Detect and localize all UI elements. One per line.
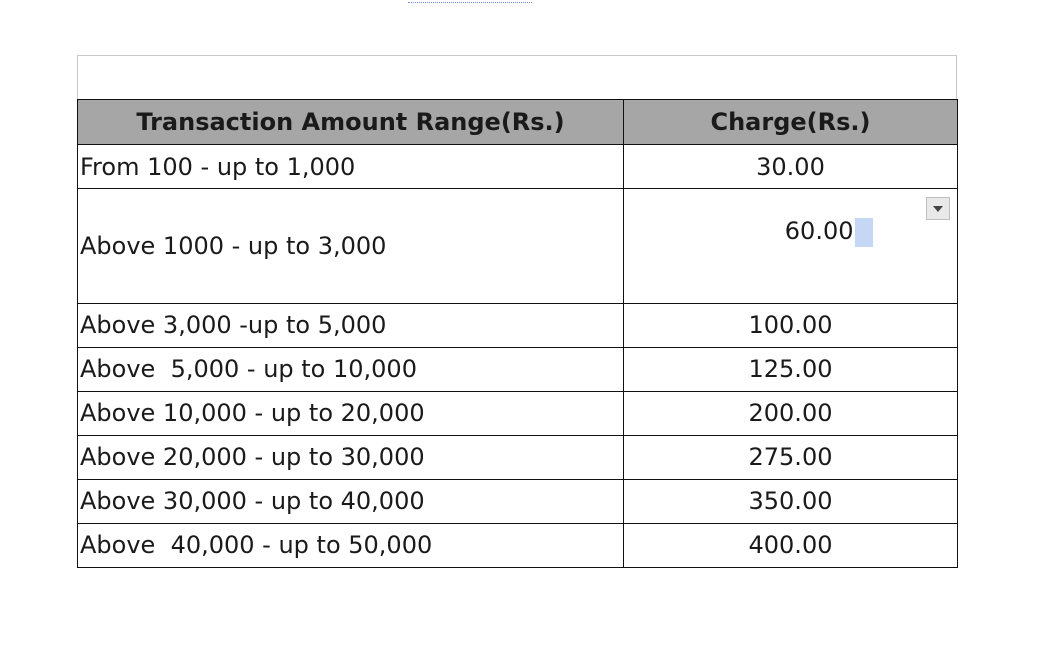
charge-cell[interactable]: 200.00 — [624, 391, 958, 435]
range-cell[interactable]: From 100 - up to 1,000 — [78, 145, 624, 189]
charge-cell-active[interactable] — [624, 189, 958, 304]
charge-cell[interactable]: 275.00 — [624, 435, 958, 479]
charge-cell[interactable]: 100.00 — [624, 303, 958, 347]
text-selection-highlight — [855, 218, 873, 247]
range-cell[interactable]: Above 1000 - up to 3,000 — [78, 189, 624, 304]
range-cell[interactable]: Above 20,000 - up to 30,000 — [78, 435, 624, 479]
cell-dropdown-button[interactable] — [926, 197, 950, 220]
chevron-down-icon — [933, 206, 943, 212]
table-caption-row — [77, 55, 957, 99]
range-cell[interactable]: Above 40,000 - up to 50,000 — [78, 523, 624, 567]
charge-cell[interactable]: 125.00 — [624, 347, 958, 391]
table-row — [78, 347, 958, 391]
table-row — [78, 145, 958, 189]
transaction-charges-table — [77, 99, 958, 568]
charge-cell[interactable]: 400.00 — [624, 523, 958, 567]
range-cell[interactable]: Above 10,000 - up to 20,000 — [78, 391, 624, 435]
table-row — [78, 435, 958, 479]
charges-table-container — [77, 55, 957, 568]
table-row — [78, 391, 958, 435]
column-header-charge: Charge(Rs.) — [624, 100, 958, 145]
table-header-row — [78, 100, 958, 145]
selection-dotted-edge — [408, 0, 532, 3]
charge-cell[interactable]: 30.00 — [624, 145, 958, 189]
range-cell[interactable]: Above 3,000 -up to 5,000 — [78, 303, 624, 347]
table-row — [78, 303, 958, 347]
charge-cell[interactable]: 350.00 — [624, 479, 958, 523]
range-cell[interactable]: Above 5,000 - up to 10,000 — [78, 347, 624, 391]
table-row — [78, 189, 958, 304]
range-cell[interactable]: Above 30,000 - up to 40,000 — [78, 479, 624, 523]
table-row — [78, 479, 958, 523]
column-header-range: Transaction Amount Range(Rs.) — [78, 100, 624, 145]
charge-cell-value: 60.00 — [784, 217, 854, 245]
table-row — [78, 523, 958, 567]
